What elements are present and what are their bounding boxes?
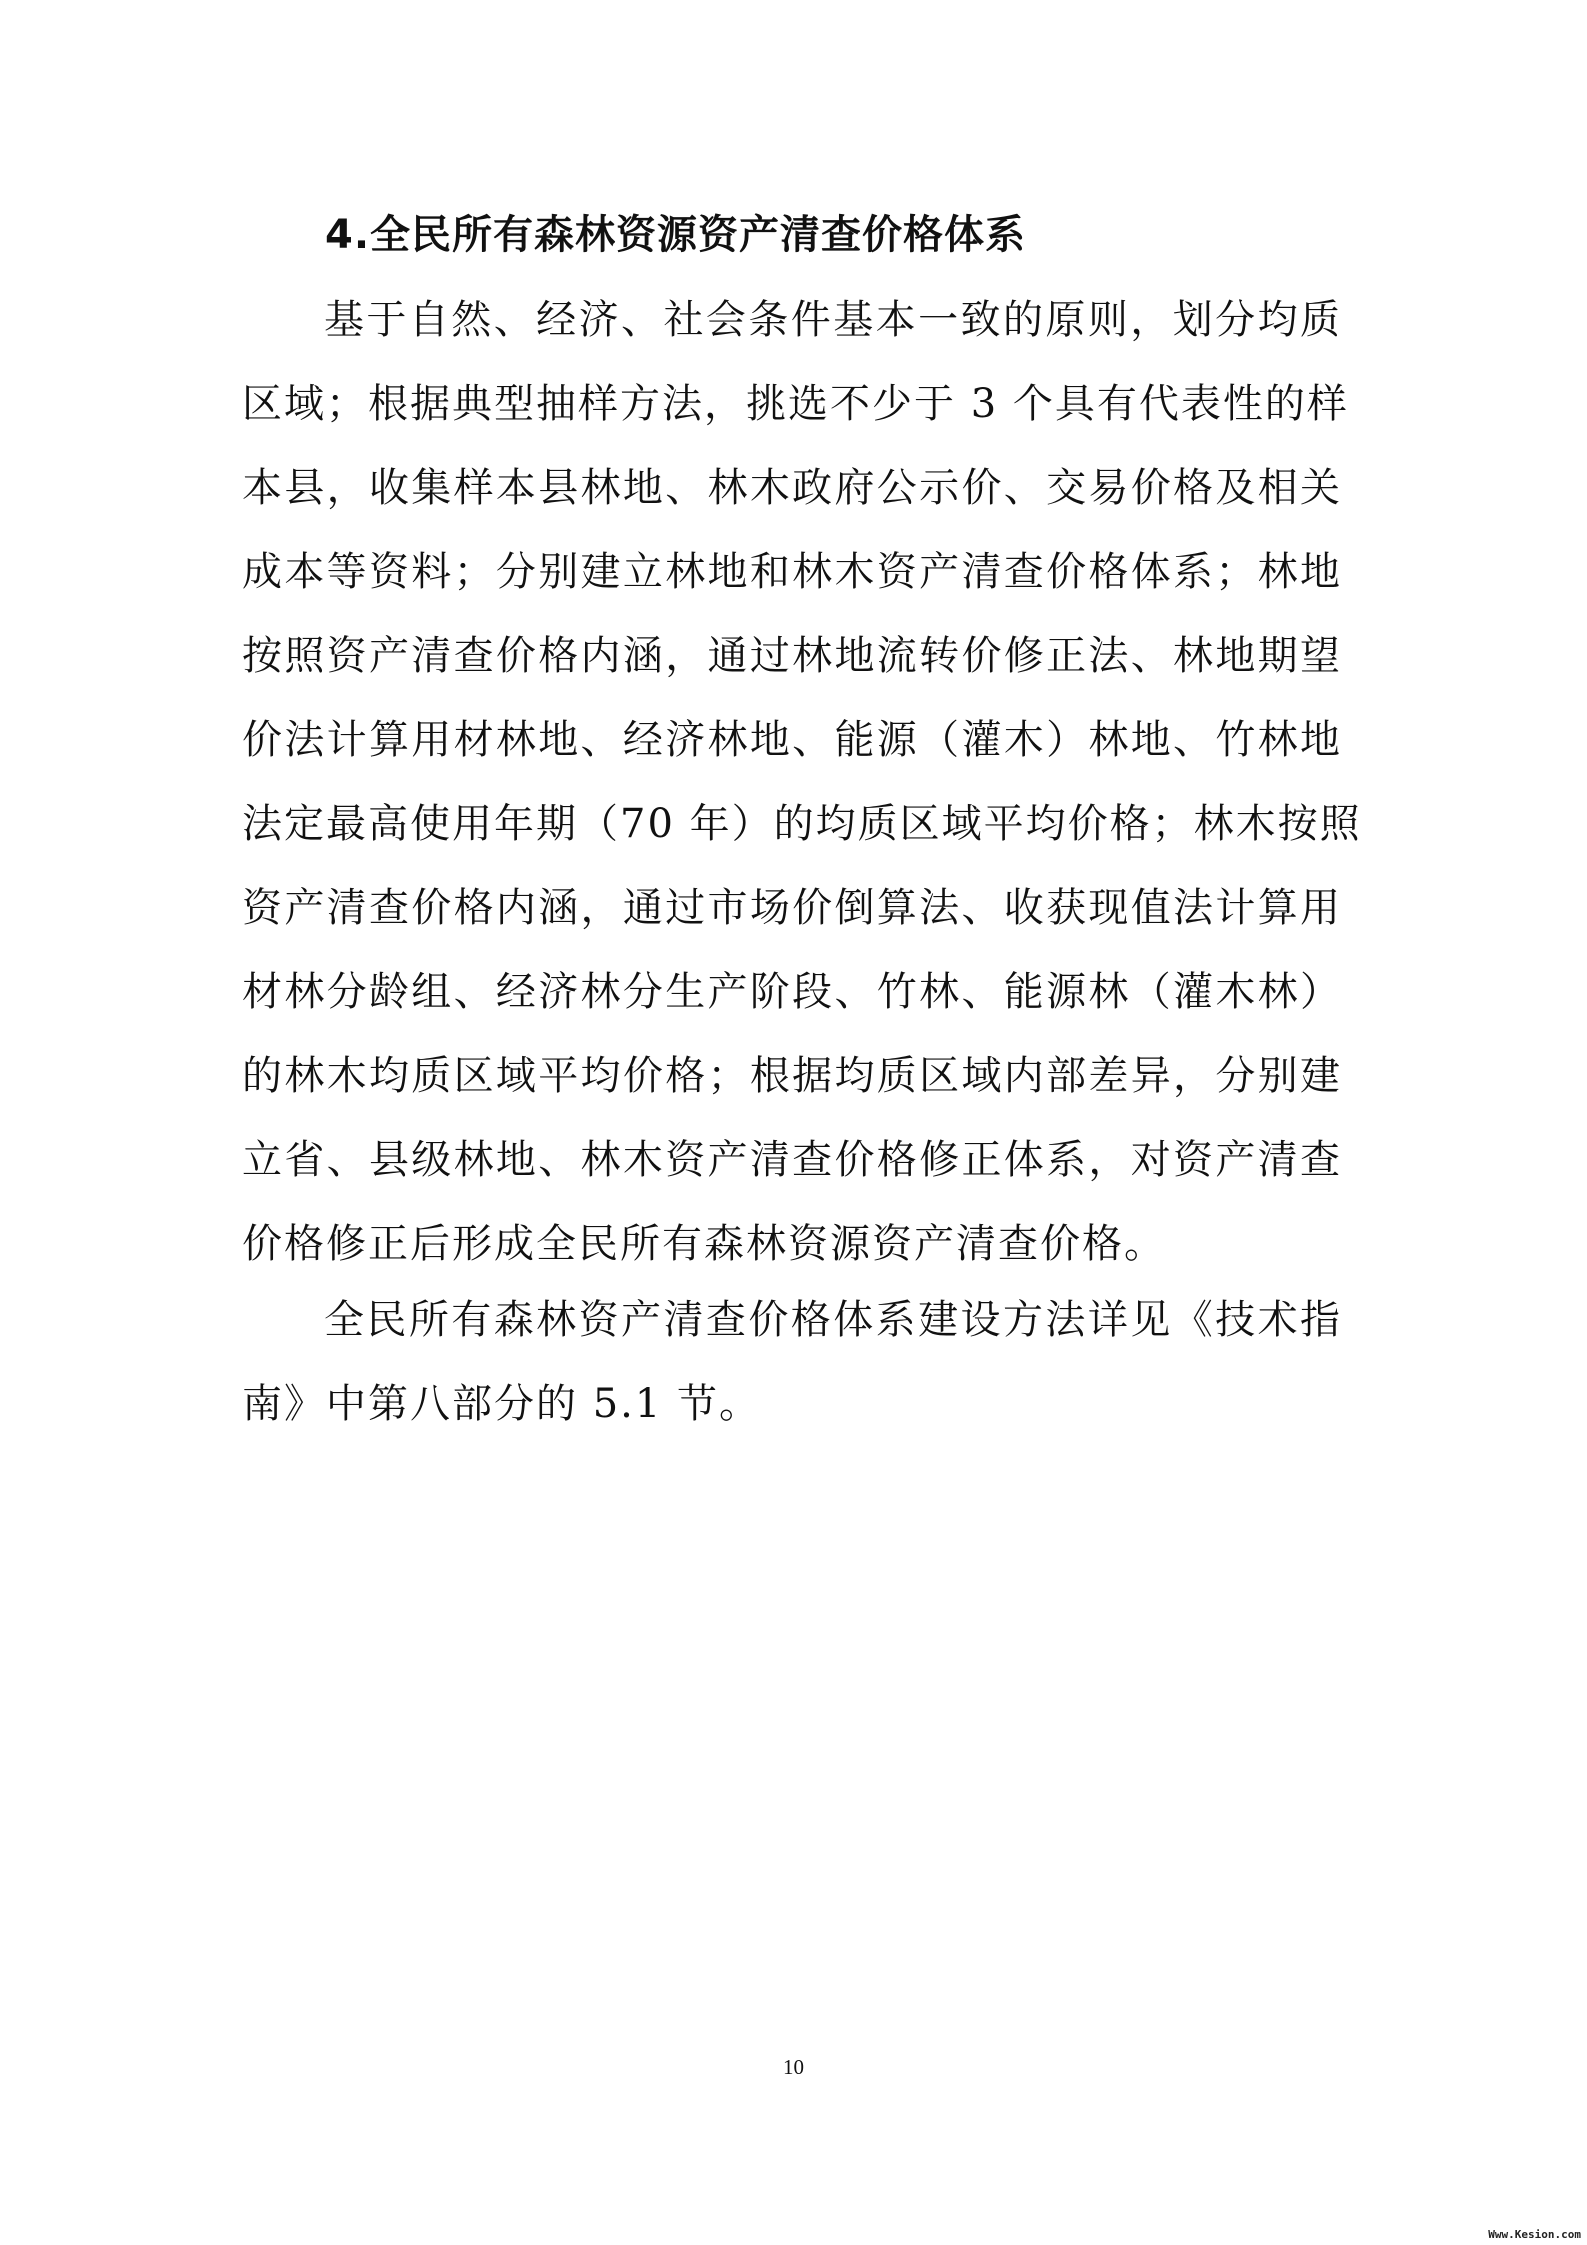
paragraph-line: 基于自然、经济、社会条件基本一致的原则，划分均质	[324, 297, 1342, 343]
paragraph-line: 资产清查价格内涵，通过市场价倒算法、收获现值法计算用	[242, 885, 1342, 931]
paragraph-1	[242, 278, 1362, 1286]
paragraph-line: 价格修正后形成全民所有森林资源资产清查价格。	[242, 1221, 1166, 1267]
paragraph-line: 南》中第八部分的 5.1 节。	[242, 1381, 762, 1427]
paragraph-line: 立省、县级林地、林木资产清查价格修正体系，对资产清查	[242, 1137, 1342, 1183]
paragraph-line: 价法计算用材林地、经济林地、能源（灌木）林地、竹林地	[242, 717, 1342, 763]
section-heading: 4.全民所有森林资源资产清查价格体系	[325, 212, 1027, 258]
paragraph-line: 法定最高使用年期（70 年）的均质区域平均价格；林木按照	[242, 801, 1362, 847]
paragraph-line: 成本等资料；分别建立林地和林木资产清查价格体系；林地	[242, 549, 1342, 595]
watermark: Www.Kesion.com	[1488, 2228, 1581, 2241]
paragraph-line: 材林分龄组、经济林分生产阶段、竹林、能源林（灌木林）	[242, 969, 1342, 1015]
paragraph-line: 本县，收集样本县林地、林木政府公示价、交易价格及相关	[242, 465, 1342, 511]
paragraph-line: 按照资产清查价格内涵，通过林地流转价修正法、林地期望	[242, 633, 1342, 679]
paragraph-line: 区域；根据典型抽样方法，挑选不少于 3 个具有代表性的样	[242, 381, 1349, 427]
paragraph-line: 全民所有森林资产清查价格体系建设方法详见《技术指	[324, 1297, 1342, 1343]
page-number: 10	[783, 2055, 804, 2079]
paragraph-2	[242, 1278, 1342, 1446]
paragraph-line: 的林木均质区域平均价格；根据均质区域内部差异，分别建	[242, 1053, 1342, 1099]
